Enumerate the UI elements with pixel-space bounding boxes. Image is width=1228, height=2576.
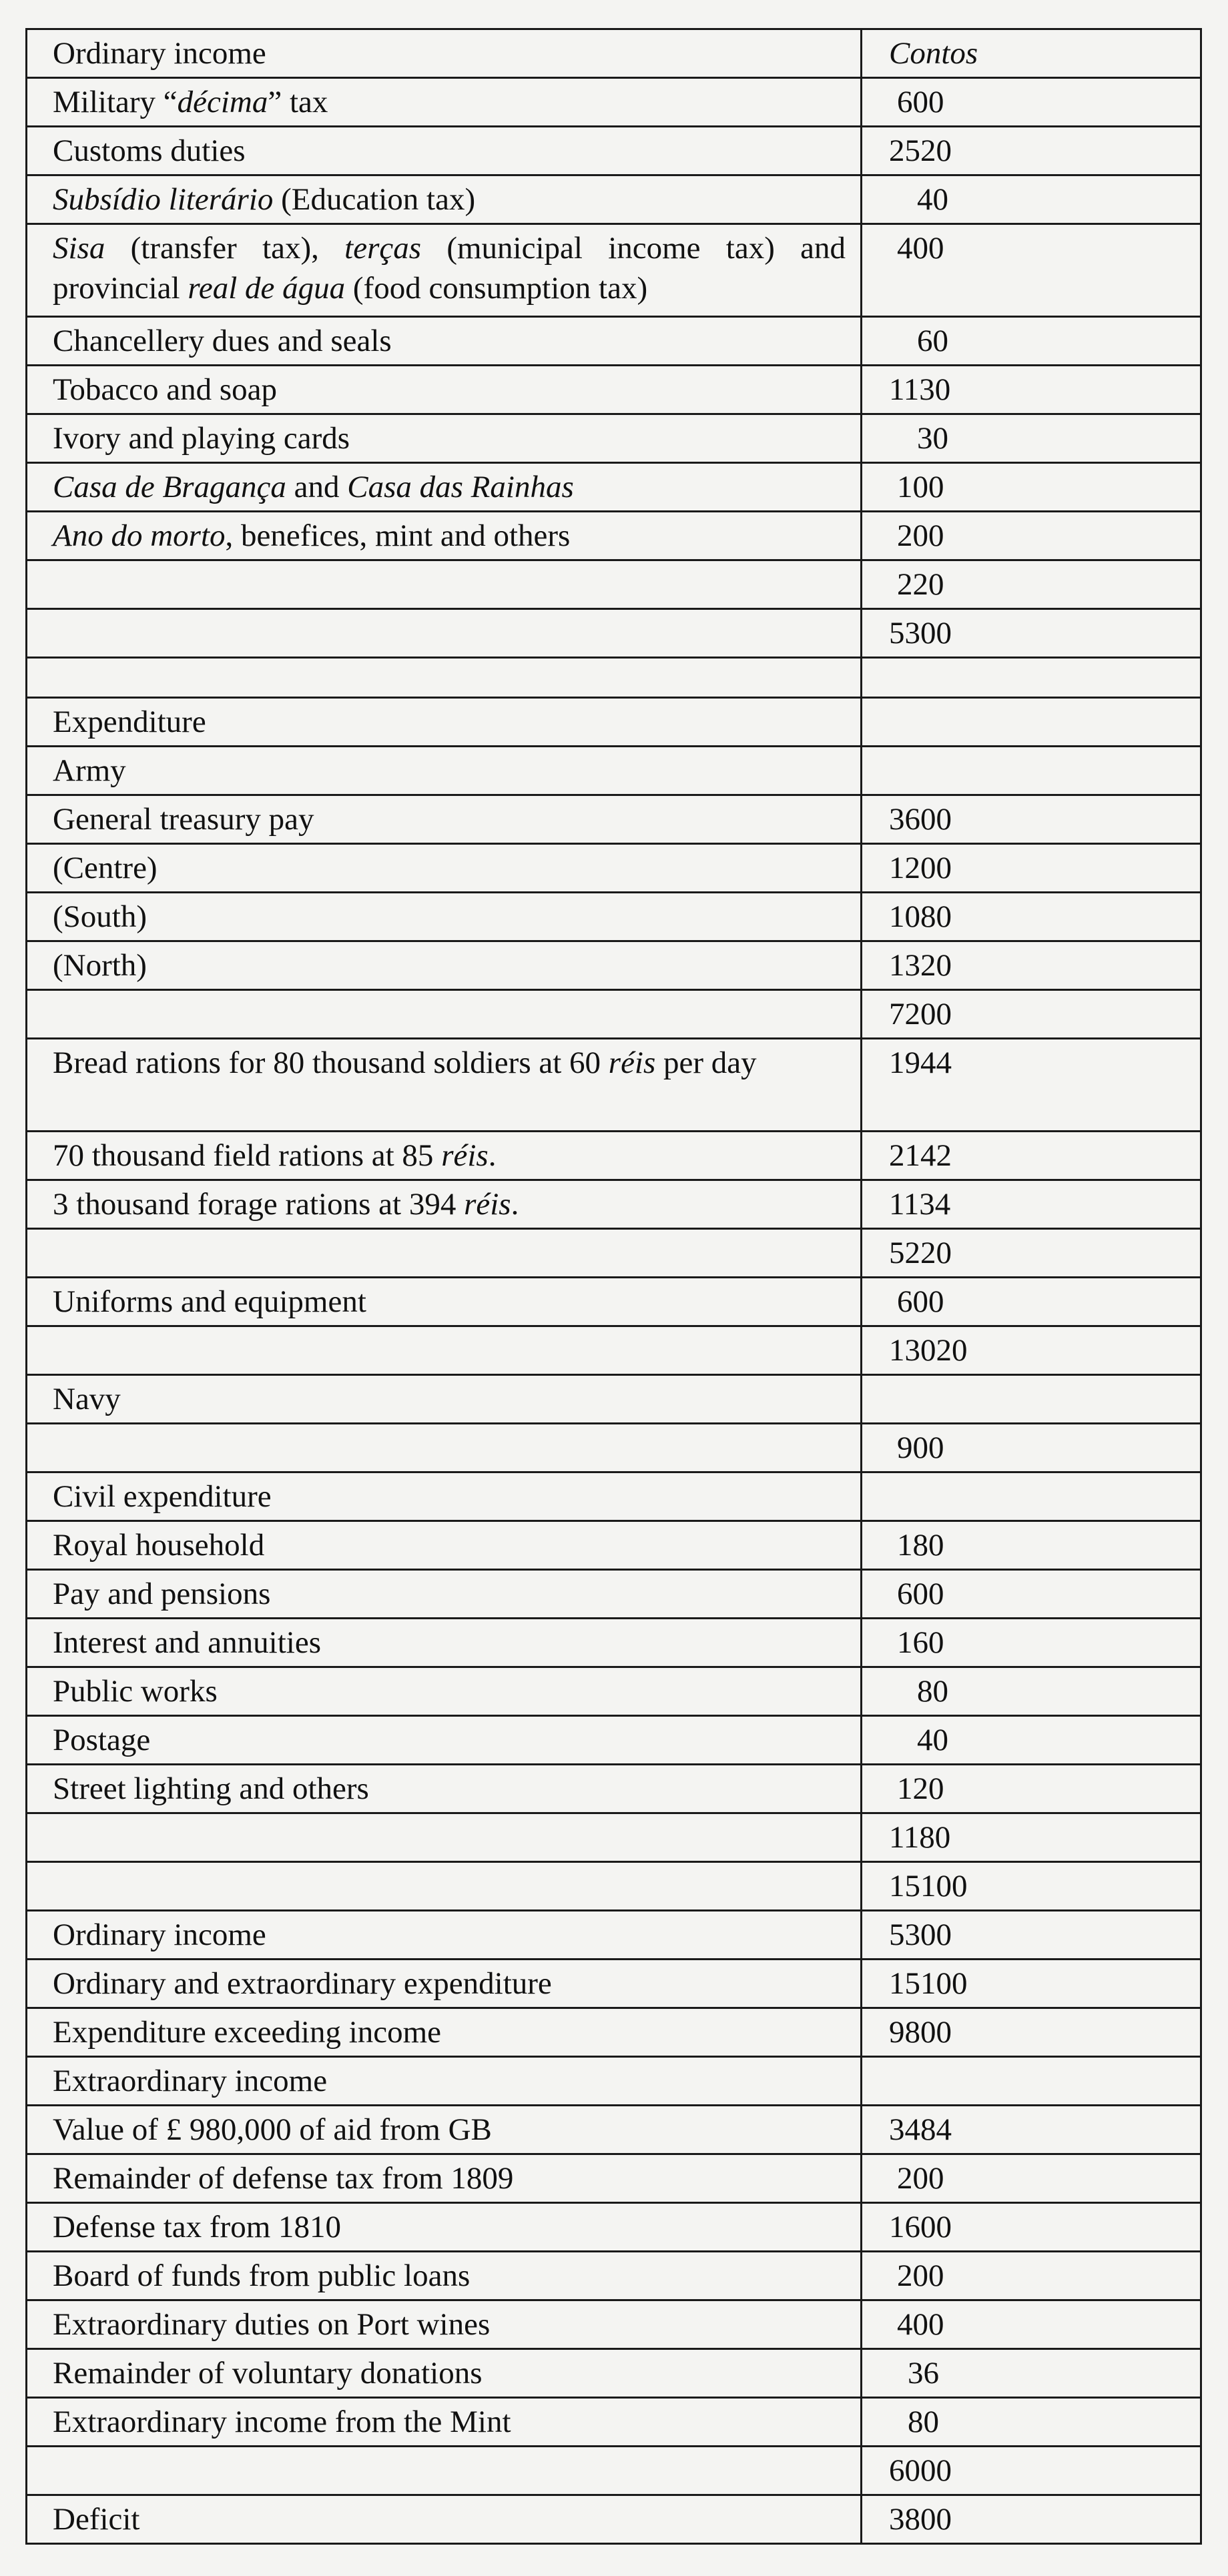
table-row	[27, 1667, 1201, 1716]
row-label-cell	[27, 2300, 862, 2349]
row-label-cell	[27, 2349, 862, 2398]
label-text: Ordinary and extraordinary expenditure	[53, 1966, 552, 2001]
italic-text: réis	[441, 1138, 489, 1173]
label-text: per day	[655, 1045, 757, 1080]
label-text: Uniforms and equipment	[53, 1284, 366, 1319]
row-value-cell: 1200	[862, 844, 1201, 893]
row-label-cell	[27, 1570, 862, 1619]
row-label-cell	[27, 1424, 862, 1472]
table-row	[27, 2008, 1201, 2057]
label-text: Civil expenditure	[53, 1479, 272, 1514]
table-row	[27, 1716, 1201, 1765]
header-label-cell: Ordinary income	[27, 29, 862, 78]
table-row	[27, 1619, 1201, 1667]
budget-table-body	[27, 29, 1201, 2544]
label-text: Interest and annuities	[53, 1625, 321, 1660]
table-row	[27, 1132, 1201, 1180]
table-row	[27, 1039, 1201, 1132]
row-label-cell	[27, 2154, 862, 2203]
label-text: Defense tax from 1810	[53, 2210, 341, 2244]
table-row	[27, 1911, 1201, 1960]
table-row	[27, 1326, 1201, 1375]
row-label-cell	[27, 893, 862, 941]
row-value-cell: 100	[862, 463, 1201, 512]
label-text: Tobacco and soap	[53, 372, 278, 407]
row-label-cell	[27, 990, 862, 1039]
row-value-cell: 400	[862, 2300, 1201, 2349]
table-row	[27, 1813, 1201, 1862]
row-label-cell	[27, 224, 862, 317]
table-row	[27, 1521, 1201, 1570]
label-text: General treasury pay	[53, 802, 314, 837]
row-label-cell	[27, 1132, 862, 1180]
italic-text: Casa de Bragança	[53, 470, 286, 504]
row-value-cell: 600	[862, 1278, 1201, 1326]
italic-text: réis	[464, 1187, 511, 1222]
budget-table	[25, 28, 1202, 2545]
label-text: 70 thousand field rations at 85	[53, 1138, 442, 1173]
row-value-cell: 40	[862, 1716, 1201, 1765]
table-row	[27, 78, 1201, 127]
table-row	[27, 795, 1201, 844]
row-value-cell: 1320	[862, 941, 1201, 990]
row-value-cell: 400	[862, 224, 1201, 317]
row-value-cell: 5300	[862, 609, 1201, 658]
row-value-cell: 80	[862, 2398, 1201, 2447]
row-label-cell	[27, 1765, 862, 1813]
table-row	[27, 2106, 1201, 2154]
row-label-cell	[27, 609, 862, 658]
row-value-cell: 200	[862, 512, 1201, 560]
label-text: Street lighting and others	[53, 1771, 369, 1806]
row-value-cell: 1080	[862, 893, 1201, 941]
row-label-cell	[27, 658, 862, 698]
row-label-cell	[27, 414, 862, 463]
table-row	[27, 2349, 1201, 2398]
label-text: Remainder of defense tax from 1809	[53, 2161, 514, 2196]
row-label-cell	[27, 1960, 862, 2008]
table-row	[27, 1862, 1201, 1911]
label-text: (transfer tax),	[105, 231, 345, 266]
label-text: (North)	[53, 948, 147, 983]
table-row	[27, 1570, 1201, 1619]
row-label-cell	[27, 2008, 862, 2057]
label-text: Royal household	[53, 1528, 265, 1563]
row-label-cell	[27, 2203, 862, 2252]
row-value-cell: 220	[862, 560, 1201, 609]
italic-text: Casa das Rainhas	[347, 470, 574, 504]
row-label-cell	[27, 2252, 862, 2300]
row-value-cell: 1134	[862, 1180, 1201, 1229]
row-value-cell: 15100	[862, 1862, 1201, 1911]
label-text: .	[511, 1187, 519, 1222]
row-label-cell	[27, 2057, 862, 2106]
table-row	[27, 1180, 1201, 1229]
label-text: Customs duties	[53, 133, 246, 168]
italic-text: Subsídio literário	[53, 182, 274, 217]
table-row	[27, 414, 1201, 463]
row-value-cell: 15100	[862, 1960, 1201, 2008]
table-row	[27, 893, 1201, 941]
row-value-cell: 1944	[862, 1039, 1201, 1132]
row-label-cell	[27, 698, 862, 747]
row-value-cell: 160	[862, 1619, 1201, 1667]
row-value-cell	[862, 1472, 1201, 1521]
italic-text: Ano do morto	[53, 518, 226, 553]
row-label-cell	[27, 844, 862, 893]
italic-text: décima	[177, 85, 268, 119]
row-value-cell: 9800	[862, 2008, 1201, 2057]
label-text: Expenditure exceeding income	[53, 2015, 442, 2050]
table-row	[27, 2057, 1201, 2106]
table-row	[27, 609, 1201, 658]
label-text: (Centre)	[53, 851, 158, 885]
table-row	[27, 317, 1201, 366]
label-text: (South)	[53, 899, 147, 934]
row-label-cell	[27, 78, 862, 127]
label-text: Postage	[53, 1723, 151, 1757]
label-text: .	[488, 1138, 497, 1173]
italic-text: Sisa	[53, 231, 105, 266]
table-row	[27, 127, 1201, 175]
row-label-cell	[27, 175, 862, 224]
row-label-cell	[27, 1180, 862, 1229]
row-label-cell	[27, 2495, 862, 2544]
row-label-cell	[27, 1667, 862, 1716]
table-row	[27, 1278, 1201, 1326]
row-label-cell	[27, 1326, 862, 1375]
row-value-cell: 3484	[862, 2106, 1201, 2154]
label-text: Army	[53, 753, 126, 788]
table-row	[27, 844, 1201, 893]
row-label-cell	[27, 747, 862, 795]
row-value-cell: 200	[862, 2252, 1201, 2300]
table-row	[27, 224, 1201, 317]
table-row	[27, 512, 1201, 560]
row-value-cell: 36	[862, 2349, 1201, 2398]
label-text: Remainder of voluntary donations	[53, 2356, 483, 2391]
row-value-cell: 180	[862, 1521, 1201, 1570]
row-label-cell	[27, 560, 862, 609]
table-row	[27, 2447, 1201, 2495]
row-value-cell: 900	[862, 1424, 1201, 1472]
table-row	[27, 1229, 1201, 1278]
row-label-cell	[27, 1911, 862, 1960]
header-unit-cell: Contos	[862, 29, 1201, 78]
table-row	[27, 941, 1201, 990]
row-value-cell: 3600	[862, 795, 1201, 844]
label-text: Public works	[53, 1674, 218, 1709]
table-row	[27, 2203, 1201, 2252]
row-label-cell	[27, 1278, 862, 1326]
row-label-cell	[27, 512, 862, 560]
row-value-cell: 1180	[862, 1813, 1201, 1862]
label-text: Ivory and playing cards	[53, 421, 350, 456]
row-value-cell	[862, 2057, 1201, 2106]
label-text: Bread rations for 80 thousand soldiers at 60	[53, 1045, 609, 1080]
row-label-cell	[27, 1229, 862, 1278]
label-text: Pay and pensions	[53, 1577, 271, 1611]
table-row	[27, 366, 1201, 414]
row-label-cell	[27, 1521, 862, 1570]
row-label-cell	[27, 1813, 862, 1862]
row-value-cell: 1600	[862, 2203, 1201, 2252]
row-value-cell: 600	[862, 78, 1201, 127]
row-value-cell: 3800	[862, 2495, 1201, 2544]
label-text: Board of funds from public loans	[53, 2258, 471, 2293]
row-value-cell: 5220	[862, 1229, 1201, 1278]
row-label-cell	[27, 366, 862, 414]
label-text: Value of £ 980,000 of aid from GB	[53, 2112, 492, 2147]
row-label-cell	[27, 317, 862, 366]
table-row	[27, 698, 1201, 747]
row-value-cell: 120	[862, 1765, 1201, 1813]
table-row	[27, 2398, 1201, 2447]
row-value-cell: 13020	[862, 1326, 1201, 1375]
label-text: Extraordinary income from the Mint	[53, 2405, 511, 2439]
table-row	[27, 658, 1201, 698]
row-label-cell	[27, 463, 862, 512]
table-row	[27, 1765, 1201, 1813]
row-value-cell: 600	[862, 1570, 1201, 1619]
row-label-cell	[27, 2398, 862, 2447]
row-label-cell	[27, 941, 862, 990]
row-value-cell: 60	[862, 317, 1201, 366]
row-value-cell: 1130	[862, 366, 1201, 414]
label-text: ” tax	[268, 85, 328, 119]
label-text: Navy	[53, 1382, 121, 1416]
table-row	[27, 1960, 1201, 2008]
label-text: Chancellery dues and seals	[53, 324, 392, 358]
italic-text: real de água	[188, 271, 346, 306]
italic-text: réis	[608, 1045, 656, 1080]
table-row	[27, 2495, 1201, 2544]
table-header-row	[27, 29, 1201, 78]
row-value-cell: 7200	[862, 990, 1201, 1039]
table-row	[27, 1424, 1201, 1472]
row-value-cell: 2142	[862, 1132, 1201, 1180]
row-label-cell	[27, 1619, 862, 1667]
label-text: Extraordinary duties on Port wines	[53, 2307, 491, 2342]
label-text: (food consumption tax)	[345, 271, 648, 306]
row-label-cell	[27, 1716, 862, 1765]
label-text: Extraordinary income	[53, 2064, 328, 2098]
row-value-cell	[862, 698, 1201, 747]
row-value-cell	[862, 658, 1201, 698]
row-value-cell: 40	[862, 175, 1201, 224]
label-text: (municipal income tax) and provincial	[53, 231, 846, 306]
row-label-cell	[27, 2447, 862, 2495]
row-label-cell	[27, 2106, 862, 2154]
label-text: , benefices, mint and others	[225, 518, 571, 553]
row-label-cell	[27, 1472, 862, 1521]
table-row	[27, 2300, 1201, 2349]
label-text: Expenditure	[53, 705, 206, 739]
row-label-cell	[27, 1375, 862, 1424]
table-row	[27, 463, 1201, 512]
budget-table-sheet	[25, 28, 1200, 2545]
row-value-cell: 80	[862, 1667, 1201, 1716]
row-value-cell	[862, 747, 1201, 795]
label-text: and	[286, 470, 348, 504]
row-value-cell: 2520	[862, 127, 1201, 175]
row-label-cell	[27, 795, 862, 844]
row-value-cell: 30	[862, 414, 1201, 463]
table-row	[27, 175, 1201, 224]
table-row	[27, 2154, 1201, 2203]
row-label-cell	[27, 127, 862, 175]
row-label-cell	[27, 1862, 862, 1911]
row-value-cell: 200	[862, 2154, 1201, 2203]
row-value-cell: 5300	[862, 1911, 1201, 1960]
row-label-cell	[27, 1039, 862, 1132]
row-value-cell: 6000	[862, 2447, 1201, 2495]
label-text: 3 thousand forage rations at 394	[53, 1187, 465, 1222]
table-row	[27, 1375, 1201, 1424]
table-row	[27, 560, 1201, 609]
label-text: Deficit	[53, 2502, 140, 2537]
table-row	[27, 1472, 1201, 1521]
label-text: Military “	[53, 85, 178, 119]
table-row	[27, 747, 1201, 795]
table-row	[27, 990, 1201, 1039]
italic-text: terças	[344, 231, 422, 266]
label-text: Ordinary income	[53, 1917, 266, 1952]
table-row	[27, 2252, 1201, 2300]
label-text: (Education tax)	[273, 182, 476, 217]
row-value-cell	[862, 1375, 1201, 1424]
